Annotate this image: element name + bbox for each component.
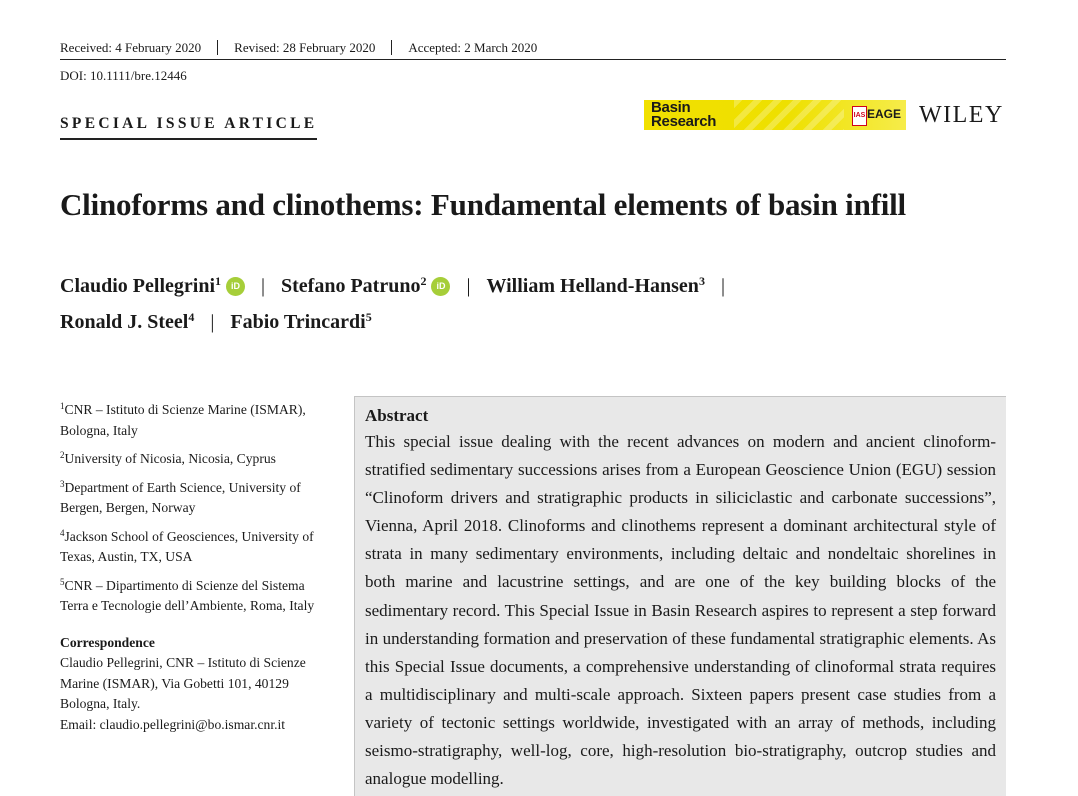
correspondence-heading: Correspondence	[60, 634, 155, 650]
logo-wave-pattern	[734, 100, 844, 130]
affiliation-text: CNR – Istituto di Scienze Marine (ISMAR), Bologna, Italy	[60, 402, 306, 438]
author-patruno[interactable]	[281, 275, 450, 297]
wiley-logo[interactable]: WILEY	[919, 102, 1004, 128]
abstract-heading: Abstract	[365, 406, 429, 425]
author-separator: |	[466, 275, 471, 297]
affiliation-5	[60, 572, 332, 617]
affiliation-ref: 3	[698, 274, 705, 288]
accepted-date: Accepted: 2 March 2020	[408, 40, 538, 55]
author-name: Fabio Trincardi	[230, 311, 366, 333]
affiliation-text: Jackson School of Geosciences, University of Texas, Austin, TX, USA	[60, 528, 314, 564]
journal-name	[651, 101, 716, 128]
abstract-text: This special issue dealing with the recent advances on modern and ancient clinoform-stratified sedimentary successions arises from a European Geoscience Union (EGU) session “Clinoform drivers and stratigraphic products in siliciclastic and carbonate successions”, Vienna, April 2018. Clinoforms and clinothems represent a dominant architectural style of strata in many sedimentary environments, including deltaic and nondeltaic shorelines in both marine and lacustrine settings, and are one of the key building blocks of the sedimentary record. This Special Issue in Basin Research aspires to represent a step forward in understanding formation and preservation of these fundamental stratigraphic elements. As this Special Issue documents, a comprehensive understanding of clinoformal strata requires a multidisciplinary and multi-scale approach. Sixteen papers present case studies from a variety of tectonic settings worldwide, investigated with an array of methods, including seismo-stratigraphy, well-log, core, high-resolution bio-stratigraphy, outcrop studies and analogue modelling.	[365, 432, 996, 789]
affiliation-number: 5	[60, 576, 65, 587]
author-separator: |	[261, 275, 266, 297]
author-helland-hansen[interactable]	[486, 275, 704, 297]
affiliation-text: University of Nicosia, Nicosia, Cyprus	[64, 451, 276, 466]
article-dates	[60, 40, 1006, 60]
journal-name-line2: Research	[651, 112, 717, 130]
author-name: Stefano Patruno	[281, 275, 421, 297]
orcid-icon[interactable]: iD	[226, 277, 245, 296]
journal-name-line1: Basin	[651, 100, 691, 116]
basin-research-logo[interactable]	[644, 100, 906, 130]
doi-link[interactable]: DOI: 10.1111/bre.12446	[60, 68, 187, 83]
affiliation-number: 4	[60, 527, 65, 538]
author-separator: |	[210, 311, 215, 333]
affiliation-ref: 5	[365, 310, 372, 324]
affiliation-number: 2	[60, 450, 65, 460]
eage-logo: EAGE	[867, 107, 902, 121]
author-name: Claudio Pellegrini	[60, 275, 215, 297]
affiliation-number: 3	[60, 478, 65, 489]
affiliation-1	[60, 396, 332, 441]
article-title: Clinoforms and clinothems: Fundamental elements of basin infill	[60, 187, 906, 222]
affiliation-ref: 2	[420, 274, 427, 288]
affiliation-4	[60, 523, 332, 568]
author-steel[interactable]	[60, 311, 194, 333]
section-label: SPECIAL ISSUE ARTICLE	[60, 115, 317, 140]
author-list	[60, 266, 960, 338]
affiliation-3	[60, 474, 332, 519]
correspondence-block	[60, 633, 332, 736]
revised-date: Revised: 28 February 2020	[218, 40, 392, 55]
affiliation-ref: 1	[215, 274, 221, 288]
author-separator: |	[720, 275, 725, 297]
affiliation-ref: 4	[188, 310, 195, 324]
correspondence-address: Claudio Pellegrini, CNR – Istituto di Scienze Marine (ISMAR), Via Gobetti 101, 40129 Bologna, Italy.	[60, 655, 306, 711]
ias-logo: IAS	[852, 106, 867, 126]
affiliation-2	[60, 445, 332, 470]
affiliation-text: CNR – Dipartimento di Scienze del Sistema Terra e Tecnologie dell’Ambiente, Roma, Italy	[60, 577, 315, 613]
affiliations-panel	[60, 396, 332, 735]
author-pellegrini[interactable]	[60, 275, 245, 297]
affiliation-number: 1	[60, 401, 65, 411]
author-trincardi[interactable]	[230, 311, 371, 333]
affiliation-text: Department of Earth Science, University of Bergen, Bergen, Norway	[60, 479, 301, 515]
orcid-icon[interactable]: iD	[431, 277, 450, 296]
correspondence-email[interactable]: Email: claudio.pellegrini@bo.ismar.cnr.it	[60, 716, 286, 732]
received-date: Received: 4 February 2020	[60, 40, 218, 55]
author-name: William Helland-Hansen	[486, 275, 699, 297]
abstract-box	[354, 396, 1006, 796]
author-name: Ronald J. Steel	[60, 311, 189, 333]
